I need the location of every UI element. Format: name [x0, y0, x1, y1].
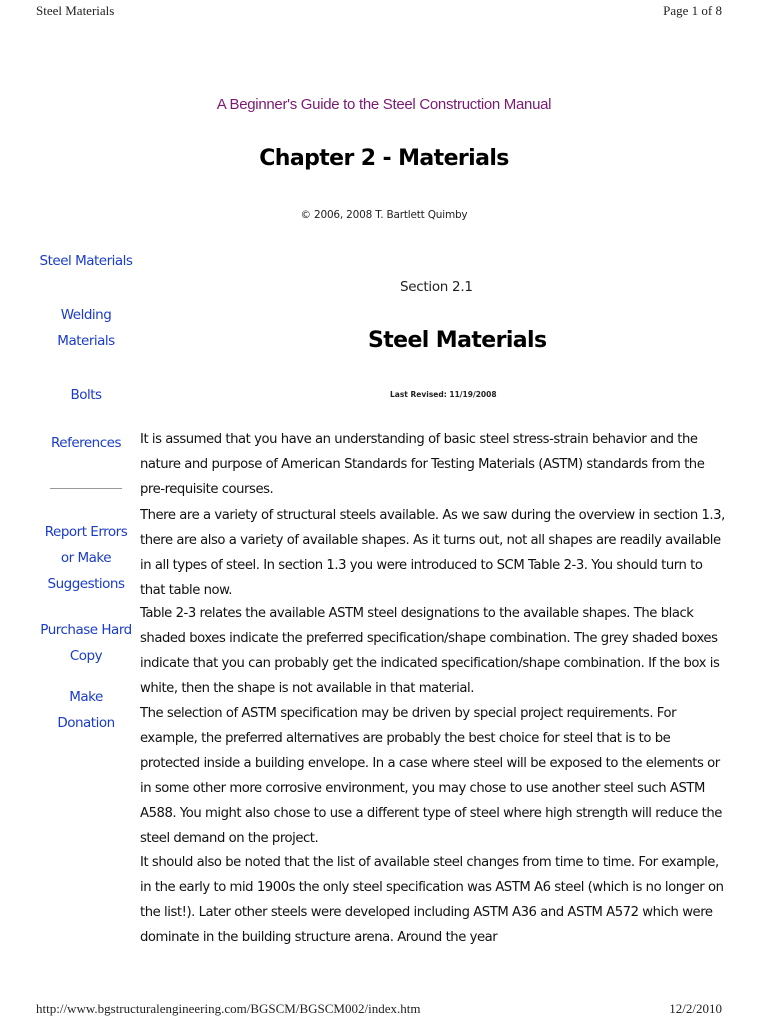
sidebar-link-steel-materials[interactable] [36, 248, 136, 274]
sidebar-link-line: References [50, 435, 121, 451]
sidebar-link-line: Welding [60, 307, 112, 323]
print-footer-url: http://www.bgstructuralengineering.com/BGSCM/BGSCM002/index.htm [36, 1001, 421, 1016]
sidebar-link-line: Steel Materials [39, 253, 133, 269]
chapter-title: Chapter 2 - Materials [259, 146, 509, 171]
sidebar-link-welding-materials[interactable] [36, 302, 136, 354]
section-number: Section 2.1 [400, 279, 473, 295]
sidebar-link-purchase-hard-copy[interactable] [36, 617, 136, 669]
sidebar-link-line: Suggestions [47, 576, 125, 592]
sidebar-link-line: Materials [57, 333, 115, 349]
print-header-page-number: Page 1 of 8 [663, 3, 722, 18]
print-header-title: Steel Materials [36, 3, 115, 18]
sidebar-link-report-errors[interactable] [36, 519, 136, 597]
print-footer [0, 1001, 768, 1019]
body-paragraph: It should also be noted that the list of available steel changes from time to time. For example, in the early to mid 1900s the only steel specification was ASTM A6 steel (which is no longer on the list!). Later other steels were developed including ASTM A36 and ASTM A572 which were dominate in the building structure arena. Around the year [140, 855, 724, 945]
last-revised-date: Last Revised: 11/19/2008 [390, 390, 497, 399]
sidebar-link-bolts[interactable] [36, 382, 136, 408]
print-header [0, 3, 768, 21]
sidebar-divider [50, 488, 122, 489]
section-title: Steel Materials [368, 328, 547, 353]
body-paragraph: There are a variety of structural steels available. As we saw during the overview in section 1.3, there are also a variety of available shapes. As it turns out, not all shapes are readily available in all types of steel. In section 1.3 you were introduced to SCM Table 2-3. You should turn to that table now. [140, 508, 725, 598]
sidebar-link-line: Report Errors [44, 524, 128, 540]
body-paragraph: It is assumed that you have an understanding of basic steel stress-strain behavior and the nature and purpose of American Standards for Testing Materials (ASTM) standards from the pre-requisite courses. [140, 432, 705, 497]
sidebar-link-line: Make [69, 689, 103, 705]
sidebar-link-line: or Make [60, 550, 112, 566]
sidebar-link-line: Purchase Hard [40, 622, 132, 638]
guide-title: A Beginner's Guide to the Steel Construction Manual [216, 96, 552, 113]
sidebar-link-line: Donation [57, 715, 115, 731]
body-paragraph: Table 2-3 relates the available ASTM steel designations to the available shapes. The black shaded boxes indicate the preferred specification/shape combination. The grey shaded boxes indicate that you can probably get the indicated specification/shape combination. If the box is white, then the shape is not available in that material. [140, 606, 720, 696]
sidebar-link-line: Copy [69, 648, 103, 664]
body-paragraph: The selection of ASTM specification may be driven by special project requirements. For example, the preferred alternatives are probably the best choice for steel that is to be protected inside a building envelope. In a case where steel will be exposed to the elements or in some other more corrosive environment, you may chose to use another steel such ASTM A588. You might also chose to use a different type of steel where high strength will reduce the steel demand on the project. [140, 706, 722, 846]
sidebar-link-references[interactable] [36, 430, 136, 456]
print-footer-date: 12/2/2010 [669, 1001, 722, 1016]
sidebar-link-line: Bolts [70, 387, 102, 403]
copyright-notice: © 2006, 2008 T. Bartlett Quimby [300, 209, 468, 221]
sidebar-link-make-donation[interactable] [36, 684, 136, 736]
